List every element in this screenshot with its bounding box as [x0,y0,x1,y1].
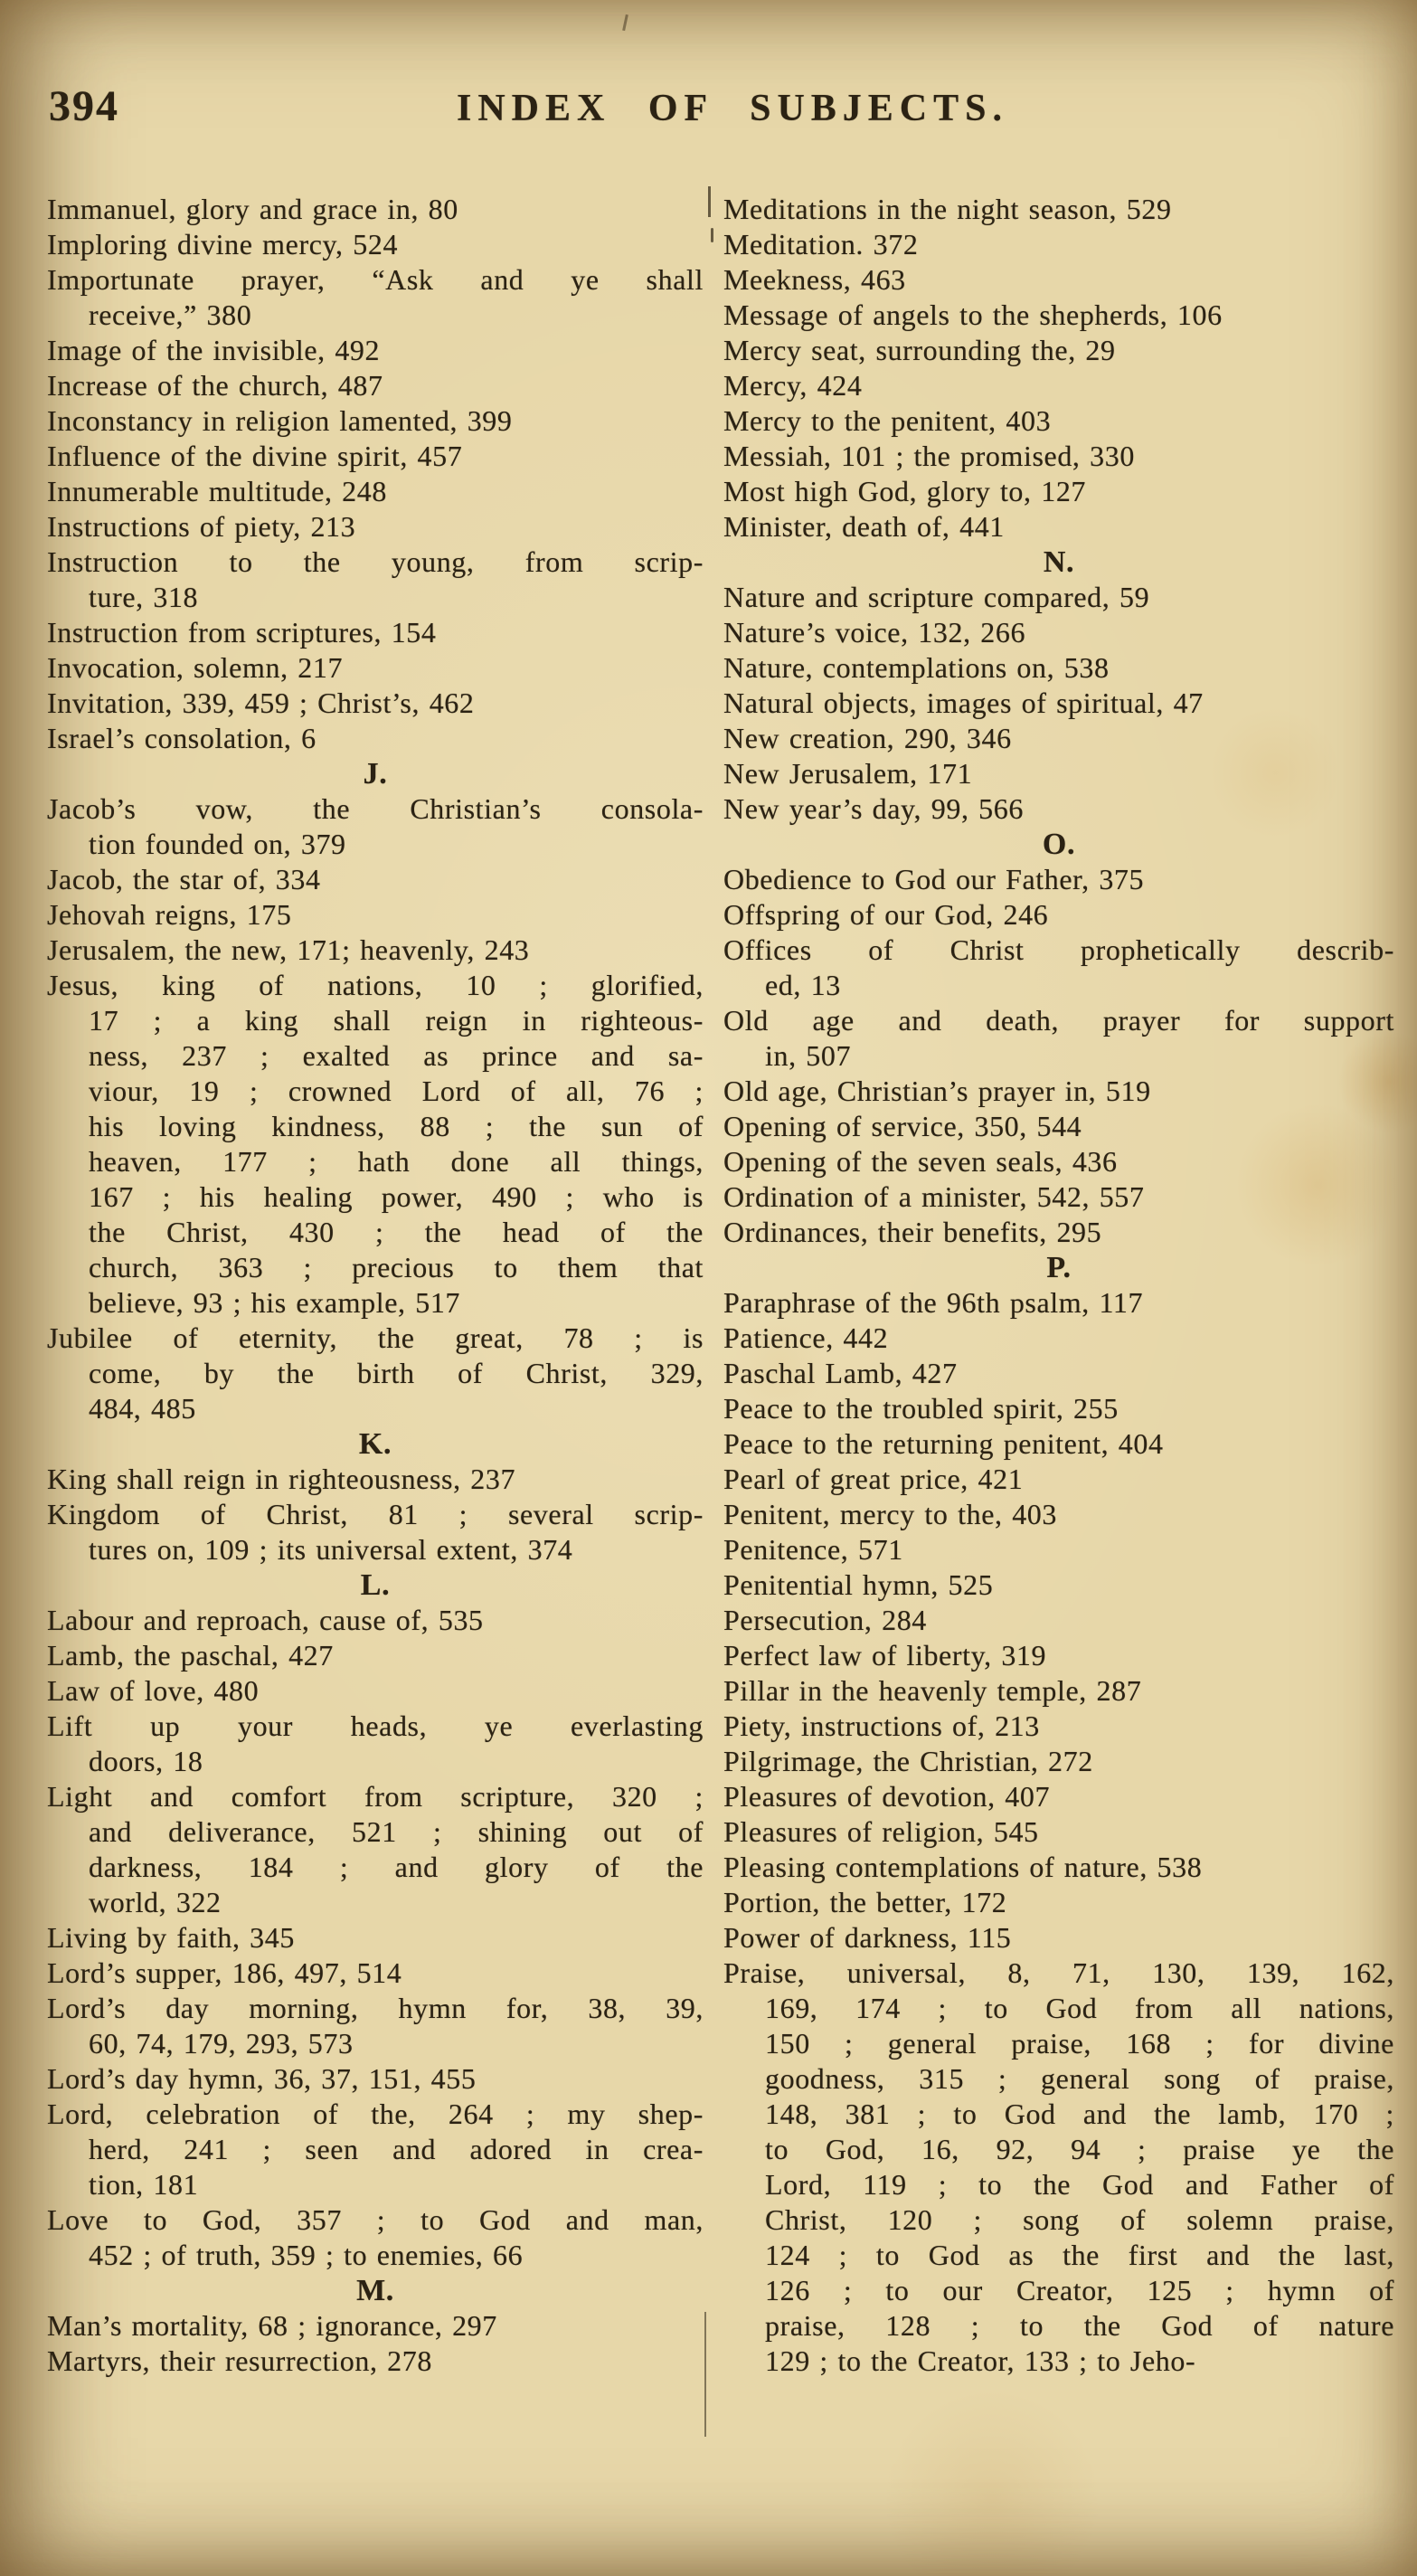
index-entry-line: Meditation. 372 [723,228,919,260]
index-entry-line: Mercy to the penitent, 403 [723,404,1052,437]
index-entry [723,1814,1394,1850]
index-entry-line: and deliverance, 521 ; shining out of [89,1815,704,1848]
column-divider-mark [708,186,711,217]
index-entry-line: 129 ; to the Creator, 133 ; to Jeho- [765,2344,1196,2377]
index-entry-line: 169, 174 ; to God from all nations, [765,1992,1394,2024]
section-letter: O. [1042,828,1076,861]
index-entry-line: Paschal Lamb, 427 [723,1357,958,1389]
index-entry-line: tures on, 109 ; its universal extent, 374 [89,1533,573,1566]
index-entry-line: come, by the birth of Christ, 329, [89,1357,704,1389]
index-entry [47,721,704,756]
index-entry-line: herd, 241 ; seen and adored in crea- [89,2133,704,2165]
section-letter: L. [360,1568,391,1602]
index-entry-line: Importunate prayer, “Ask and ye shall [47,263,704,296]
index-entry [723,650,1394,686]
index-entry [723,192,1394,227]
index-entry-line: Living by faith, 345 [47,1921,295,1954]
index-entry [723,1391,1394,1426]
index-entry-line: tion founded on, 379 [89,828,346,860]
index-entry-line: Immanuel, glory and grace in, 80 [47,193,458,225]
index-entry [723,862,1394,897]
index-entry [723,1603,1394,1638]
index-entry-line: viour, 19 ; crowned Lord of all, 76 ; [89,1075,704,1107]
index-entry [47,933,704,968]
index-entry-line: New creation, 290, 346 [723,722,1012,754]
index-entry-line: Love to God, 357 ; to God and man, [47,2203,704,2236]
index-entry [47,1779,704,1920]
page-number: 394 [49,82,119,130]
index-entry [47,897,704,933]
index-entry-line: darkness, 184 ; and glory of the [89,1851,704,1883]
index-entry-line: doors, 18 [89,1745,203,1777]
index-entry-line: the Christ, 430 ; the head of the [89,1216,704,1248]
index-entry-line: Israel’s consolation, 6 [47,722,316,754]
index-entry-line: Penitential hymn, 525 [723,1568,994,1601]
index-entry-line: Opening of service, 350, 544 [723,1110,1082,1142]
index-entry-line: Peace to the troubled spirit, 255 [723,1392,1119,1425]
index-entry [723,1285,1394,1321]
index-entry [723,686,1394,721]
index-entry-line: Pleasures of religion, 545 [723,1815,1039,1848]
index-entry-line: Inconstancy in religion lamented, 399 [47,404,513,437]
index-entry-line: Image of the invisible, 492 [47,334,381,366]
index-entry [723,1462,1394,1497]
index-entry [723,1426,1394,1462]
index-entry [723,509,1394,545]
index-entry-line: New year’s day, 99, 566 [723,792,1024,825]
index-entry-line: Influence of the divine spirit, 457 [47,440,463,472]
index-entry-line: goodness, 315 ; general song of praise, [765,2062,1394,2095]
index-entry-line: Invocation, solemn, 217 [47,651,344,684]
index-entry-line: 484, 485 [89,1392,196,1425]
index-entry [47,368,704,403]
index-entry-line: Opening of the seven seals, 436 [723,1145,1118,1178]
index-entry [47,262,704,333]
index-entry-line: Increase of the church, 487 [47,369,383,402]
index-entry [47,1497,704,1567]
index-entry [723,1779,1394,1814]
index-entry-line: Lift up your heads, ye everlasting [47,1709,704,1742]
index-entry [723,227,1394,262]
index-entry-line: Natural objects, images of spiritual, 47 [723,687,1204,719]
index-entry-line: Lamb, the paschal, 427 [47,1639,334,1672]
index-entry-line: Lord, 119 ; to the God and Father of [765,2168,1394,2201]
index-entry-line: Portion, the better, 172 [723,1886,1007,1918]
index-entry [723,474,1394,509]
index-entry-line: Jubilee of eternity, the great, 78 ; is [47,1321,704,1354]
index-entry-line: Instructions of piety, 213 [47,510,356,543]
index-entry-line: ture, 318 [89,581,199,613]
index-entry-line: Patience, 442 [723,1321,889,1354]
index-entry-line: Jerusalem, the new, 171; heavenly, 243 [47,933,530,966]
index-entry [47,1603,704,1638]
index-entry-line: Instruction to the young, from scrip- [47,545,704,578]
index-entry-line: Law of love, 480 [47,1674,260,1707]
index-entry [47,474,704,509]
index-entry-line: 60, 74, 179, 293, 573 [89,2027,354,2060]
page-header [0,0,1417,181]
index-entry [723,1744,1394,1779]
index-entry-line: to God, 16, 92, 94 ; praise ye the [765,2133,1394,2165]
index-entry-line: Labour and reproach, cause of, 535 [47,1604,484,1636]
index-entry [723,1567,1394,1603]
index-entry-line: Mercy seat, surrounding the, 29 [723,334,1116,366]
index-entry [47,968,704,1321]
index-entry-line: ed, 13 [765,969,841,1001]
index-entry-line: Meditations in the night season, 529 [723,193,1172,225]
index-entry-line: 452 ; of truth, 359 ; to enemies, 66 [89,2239,524,2271]
index-entry [723,897,1394,933]
index-entry-line: Jacob’s vow, the Christian’s consola- [47,792,704,825]
index-entry [723,580,1394,615]
index-entry-line: Old age, Christian’s prayer in, 519 [723,1075,1151,1107]
index-entry-line: Jesus, king of nations, 10 ; glorified, [47,969,704,1001]
index-column-right [723,192,1394,2379]
index-entry-line: Instruction from scriptures, 154 [47,616,437,649]
index-entry [723,1003,1394,1074]
index-entry [47,403,704,439]
index-entry-line: Persecution, 284 [723,1604,927,1636]
index-entry-line: Lord’s day morning, hymn for, 38, 39, [47,1992,704,2024]
index-entry-line: world, 322 [89,1886,222,1918]
index-entry-line: Penitent, mercy to the, 403 [723,1498,1058,1530]
index-entry [47,650,704,686]
index-entry [723,368,1394,403]
index-entry-line: Nature and scripture compared, 59 [723,581,1150,613]
index-entry-line: Kingdom of Christ, 81 ; several scrip- [47,1498,704,1530]
index-entry [723,1920,1394,1956]
column-divider-mark [704,2312,706,2437]
index-entry [723,1215,1394,1250]
index-entry [47,227,704,262]
index-entry-line: Offices of Christ prophetically describ- [723,933,1394,966]
index-entry [47,2202,704,2273]
section-letter: N. [1043,545,1075,579]
index-entry-line: Lord’s day hymn, 36, 37, 151, 455 [47,2062,477,2095]
index-entry [723,791,1394,827]
index-entry [723,1497,1394,1532]
index-entry-line: Man’s mortality, 68 ; ignorance, 297 [47,2309,497,2342]
index-entry-line: Messiah, 101 ; the promised, 330 [723,440,1135,472]
index-entry-line: Lord, celebration of the, 264 ; my shep- [47,2098,704,2130]
index-entry-line: 124 ; to God as the first and the last, [765,2239,1394,2271]
index-entry [47,1991,704,2061]
index-entry [47,862,704,897]
index-entry [47,1321,704,1426]
index-entry-line: 126 ; to our Creator, 125 ; hymn of [765,2274,1394,2306]
index-entry [723,1356,1394,1391]
index-entry [47,2061,704,2097]
index-entry [723,1321,1394,1356]
index-entry [47,615,704,650]
index-entry-line: Perfect law of liberty, 319 [723,1639,1047,1672]
index-entry-line: heaven, 177 ; hath done all things, [89,1145,704,1178]
section-letter: K. [358,1427,392,1461]
index-entry [723,721,1394,756]
index-entry [47,1956,704,1991]
index-entry-line: Old age and death, prayer for support [723,1004,1394,1037]
index-entry-line: Most high God, glory to, 127 [723,475,1087,507]
index-entry-line: Obedience to God our Father, 375 [723,863,1145,895]
index-entry [723,1109,1394,1144]
index-entry [47,1709,704,1779]
index-entry [47,2097,704,2202]
index-entry [723,933,1394,1003]
index-entry [47,545,704,615]
index-entry-line: Imploring divine mercy, 524 [47,228,399,260]
index-entry-line: Mercy, 424 [723,369,863,402]
page-title: INDEX OF SUBJECTS. [456,88,1009,129]
index-entry [723,1638,1394,1673]
index-entry-line: tion, 181 [89,2168,199,2201]
index-entry [723,1673,1394,1709]
index-entry [723,1850,1394,1885]
index-entry-line: Ordination of a minister, 542, 557 [723,1180,1145,1213]
index-entry-line: church, 363 ; precious to them that [89,1251,704,1283]
index-entry-line: ness, 237 ; exalted as prince and sa- [89,1039,704,1072]
index-entry [47,2308,704,2344]
index-entry-line: Pleasing contemplations of nature, 538 [723,1851,1203,1883]
index-entry-line: Christ, 120 ; song of solemn praise, [765,2203,1394,2236]
index-entry-line: Power of darkness, 115 [723,1921,1012,1954]
index-entry-line: Minister, death of, 441 [723,510,1005,543]
index-entry [47,1673,704,1709]
section-letter: J. [363,757,388,791]
index-entry [47,2344,704,2379]
index-entry-line: Praise, universal, 8, 71, 130, 139, 162, [723,1956,1394,1989]
index-entry-line: King shall reign in righteousness, 237 [47,1463,516,1495]
index-entry [723,756,1394,791]
index-entry-line: believe, 93 ; his example, 517 [89,1286,461,1319]
ink-speck [711,228,713,242]
index-entry-line: 150 ; general praise, 168 ; for divine [765,2027,1394,2060]
index-column-left [47,192,704,2379]
index-entry [723,1179,1394,1215]
index-entry [47,1638,704,1673]
index-entry-line: Innumerable multitude, 248 [47,475,387,507]
section-letter: M. [356,2274,394,2307]
index-entry-line: Lord’s supper, 186, 497, 514 [47,1956,402,1989]
index-entry-line: Pilgrimage, the Christian, 272 [723,1745,1093,1777]
index-entry [723,1709,1394,1744]
index-entry-line: Paraphrase of the 96th psalm, 117 [723,1286,1144,1319]
index-entry [47,439,704,474]
index-entry-line: Meekness, 463 [723,263,906,296]
index-entry-line: 148, 381 ; to God and the lamb, 170 ; [765,2098,1394,2130]
index-entry [723,439,1394,474]
index-entry [723,403,1394,439]
index-entry [723,1074,1394,1109]
index-entry-line: receive,” 380 [89,298,252,331]
index-entry [47,333,704,368]
index-entry [723,298,1394,333]
index-entry-line: Light and comfort from scripture, 320 ; [47,1780,704,1813]
index-entry [723,1885,1394,1920]
index-entry-line: New Jerusalem, 171 [723,757,973,790]
index-entry-line: Piety, instructions of, 213 [723,1709,1040,1742]
section-letter: P. [1046,1251,1072,1284]
index-entry-line: Pearl of great price, 421 [723,1463,1024,1495]
index-entry-line: 167 ; his healing power, 490 ; who is [89,1180,704,1213]
index-entry [47,791,704,862]
index-entry-line: Martyrs, their resurrection, 278 [47,2344,432,2377]
index-entry [723,1144,1394,1179]
index-entry [47,1920,704,1956]
index-entry-line: Invitation, 339, 459 ; Christ’s, 462 [47,687,475,719]
index-entry [47,192,704,227]
index-entry [47,509,704,545]
index-entry-line: Offspring of our God, 246 [723,898,1049,931]
index-entry [723,615,1394,650]
index-entry [47,686,704,721]
index-entry [723,333,1394,368]
index-entry [723,262,1394,298]
index-entry [723,1532,1394,1567]
index-entry-line: in, 507 [765,1039,852,1072]
index-entry-line: Penitence, 571 [723,1533,903,1566]
index-entry-line: praise, 128 ; to the God of nature [765,2309,1394,2342]
index-entry-line: Nature’s voice, 132, 266 [723,616,1026,649]
index-entry [723,1956,1394,2379]
index-entry-line: Jehovah reigns, 175 [47,898,292,931]
index-entry-line: Ordinances, their benefits, 295 [723,1216,1102,1248]
index-entry-line: 17 ; a king shall reign in righteous- [89,1004,704,1037]
index-entry [47,1462,704,1497]
index-entry-line: Jacob, the star of, 334 [47,863,321,895]
index-entry-line: Pillar in the heavenly temple, 287 [723,1674,1142,1707]
index-entry-line: his loving kindness, 88 ; the sun of [89,1110,704,1142]
index-entry-line: Message of angels to the shepherds, 106 [723,298,1223,331]
index-entry-line: Peace to the returning penitent, 404 [723,1427,1164,1460]
index-entry-line: Nature, contemplations on, 538 [723,651,1110,684]
index-entry-line: Pleasures of devotion, 407 [723,1780,1051,1813]
